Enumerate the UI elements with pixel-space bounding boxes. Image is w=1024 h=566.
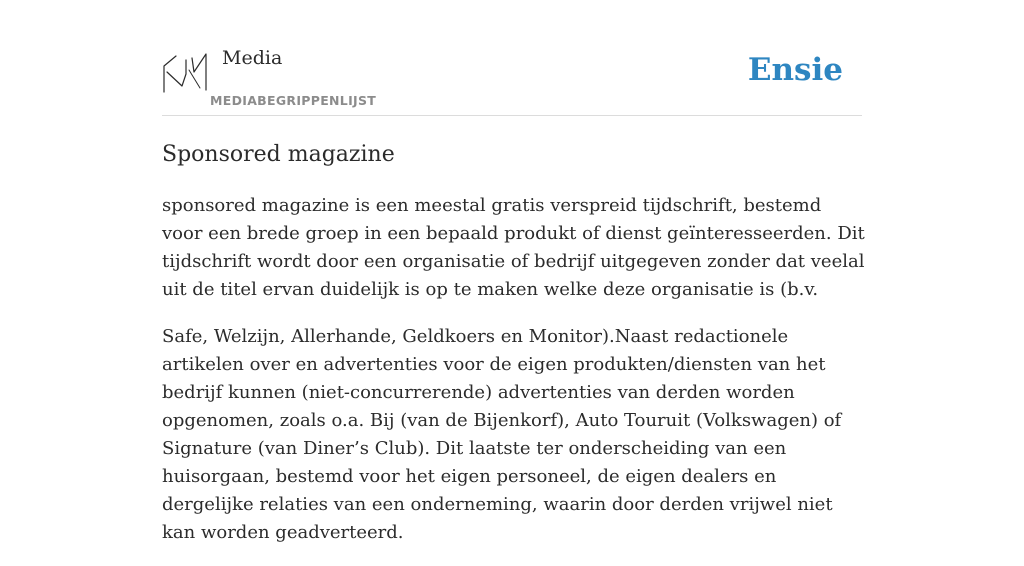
category-subtitle[interactable]: MEDIABEGRIPPENLIJST (210, 93, 377, 108)
page-header (162, 40, 862, 116)
article-body (162, 192, 866, 566)
brand-logo-link[interactable]: Ensie (747, 52, 843, 88)
article-paragraph: sponsored magazine is een meestal gratis verspreid tijdschrift, bestemd voor een brede groep in een bepaald produkt of dienst geïnteresseerden. Dit tijdschrift wordt door een organisatie of bedrijf uitgegeven zonder dat veelal uit de titel ervan duidelijk is op te maken welke deze organisatie is (b.v. (162, 195, 865, 300)
page-title: Sponsored magazine (162, 142, 395, 167)
article-paragraph: Safe, Welzijn, Allerhande, Geldkoers en Monitor).Naast redactionele artikelen over en advertenties voor de eigen produkten/diensten van het bedrijf kunnen (niet-concurrerende) advertenties van derden worden opgenomen, zoals o.a. Bij (van de Bijenkorf), Auto Touruit (Volkswagen) of Signature (van Diner’s Club). Dit laatste ter onderscheiding van een huisorgaan, bestemd voor het eigen personeel, de eigen dealers en dergelijke relaties van een onderneming, waarin door derden vrijwel niet kan worden geadverteerd. (162, 326, 842, 543)
category-title[interactable]: Media (222, 47, 283, 69)
letter-m-logo-icon (162, 48, 208, 94)
